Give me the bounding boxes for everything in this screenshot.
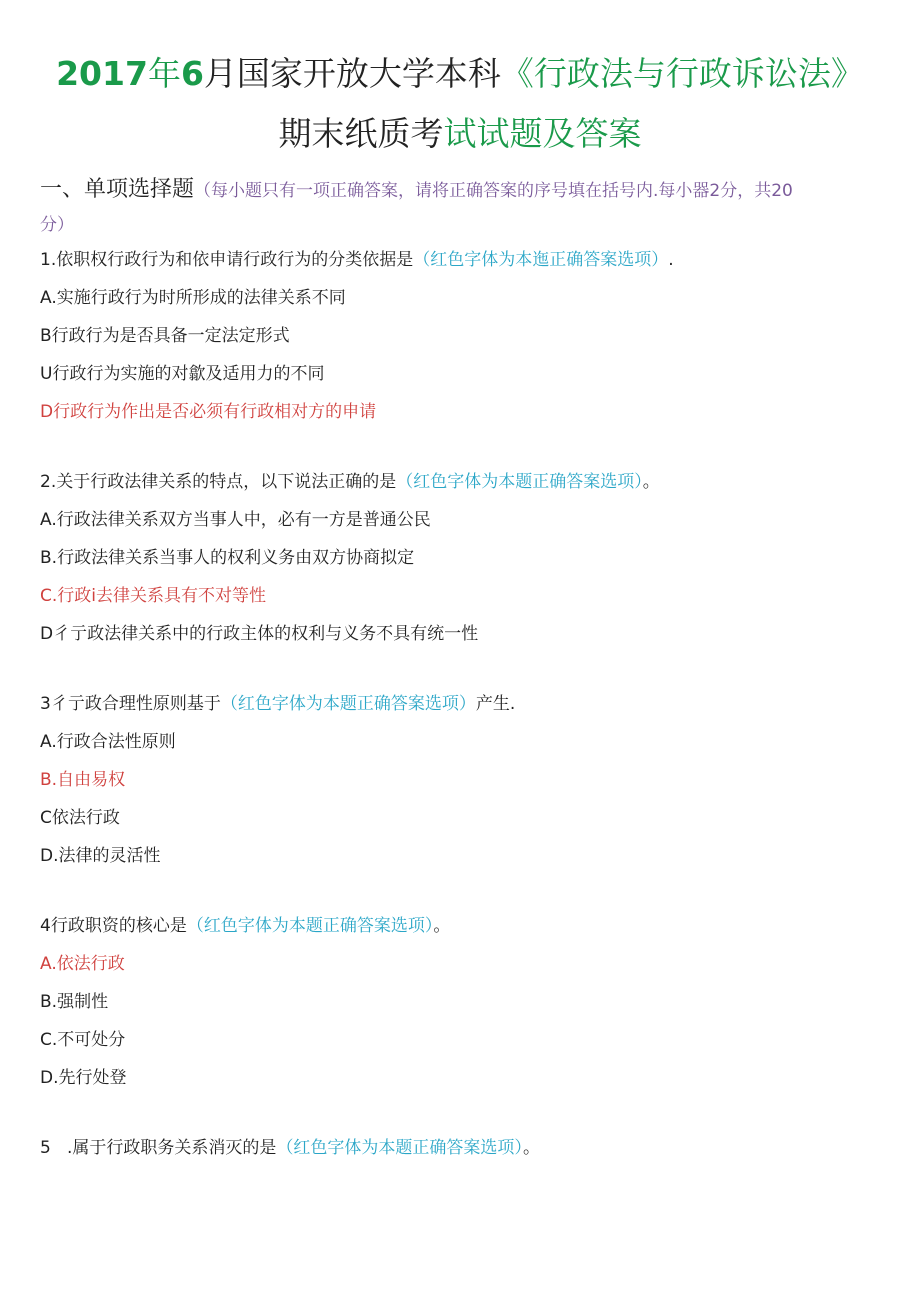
option-item: C.不可处分 [40, 1030, 126, 1050]
title-year-suffix: 年 [147, 54, 181, 93]
section-note-continued [40, 206, 880, 242]
section-heading: 一、单项选择题 [40, 177, 195, 202]
answer-hint: （红色字体为本题正确答案选项） [186, 916, 434, 936]
question-tail: 。 [642, 472, 660, 492]
document-title-line1 [0, 54, 920, 94]
question-tail: 产生. [475, 694, 516, 714]
answer-hint: （红色字体为本题正确答案选项） [396, 472, 643, 492]
question-tail: 。 [433, 916, 451, 936]
option-item: U行政行为实施的对歙及适用力的不同 [40, 364, 325, 384]
option-item-correct: B.自由易权 [40, 770, 126, 790]
question-stem [40, 1136, 540, 1160]
option-item: B.强制性 [40, 992, 109, 1012]
title-exam-suffix: 试试题及答案 [443, 114, 642, 153]
title-university: 月国家开放大学本科 [203, 54, 501, 93]
option-item-correct: C.行政i去律关系具有不对等性 [40, 586, 266, 606]
option-item: B.行政法律关系当事人的权利义务由双方协商拟定 [40, 548, 415, 568]
question-stem [40, 914, 450, 938]
question-text: 4行政职资的核心是 [40, 916, 187, 936]
answer-hint: （红色字体为本题正确答案选项） [276, 1138, 523, 1158]
question-text: 5 .属于行政职务关系消灭的是 [40, 1138, 277, 1158]
option-item-correct: D行政行为作出是否必须有行政相对方的申请 [40, 402, 377, 422]
question-text: 2.关于行政法律关系的特点，以下说法正确的是 [40, 472, 397, 492]
question-text: 1.依职权行政行为和依申请行政行为的分类依据是 [40, 250, 414, 270]
answer-hint: （红色字体为本迤正确答案选项） [413, 250, 669, 270]
question-stem [40, 248, 674, 272]
section-heading-block [40, 172, 880, 208]
option-item: D.先行处登 [40, 1068, 127, 1088]
option-item: C依法行政 [40, 808, 120, 828]
title-course: 《行政法与行政诉讼法》 [500, 54, 864, 93]
option-item-correct: A.依法行政 [40, 954, 125, 974]
option-item: A.实施行政行为时所形成的法律关系不同 [40, 288, 346, 308]
document-title-line2 [0, 114, 920, 154]
option-item: D.法律的灵活性 [40, 846, 161, 866]
question-text: 3彳亍政合理性原则基于 [40, 694, 221, 714]
question-tail: 。 [522, 1138, 540, 1158]
question-tail: . [668, 250, 674, 270]
question-stem [40, 692, 515, 716]
option-item: A.行政合法性原则 [40, 732, 176, 752]
title-year: 2017 [56, 54, 148, 93]
section-note-line2: 分） [40, 215, 74, 235]
question-stem [40, 470, 660, 494]
title-exam-type: 期末纸质考 [278, 114, 444, 153]
answer-hint: （红色字体为本题正确答案选项） [220, 694, 476, 714]
option-item: A.行政法律关系双方当事人中，必有一方是普通公民 [40, 510, 431, 530]
title-month: 6 [180, 54, 204, 93]
option-item: B行政行为是否具备一定法定形式 [40, 326, 290, 346]
section-note: （每小题只有一项正确答案，请将正确答案的序号填在括号内.每小器2分，共20 [194, 181, 793, 201]
option-item: D彳亍政法律关系中的行政主体的权利与义务不具有统一性 [40, 624, 479, 644]
